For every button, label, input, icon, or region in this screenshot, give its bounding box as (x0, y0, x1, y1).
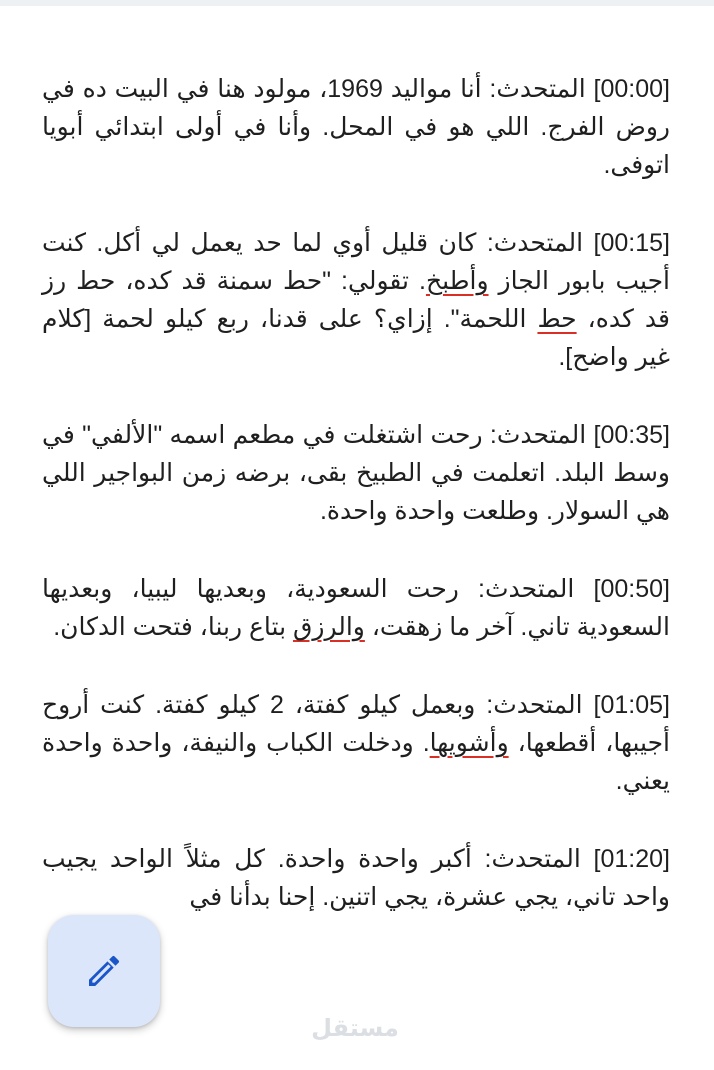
transcript-text: المتحدث: أكبر واحدة واحدة. كل مثلاً الواحد يجيب واحد تاني، يجي عشرة، يجي اتنين. إحنا بدأنا في (42, 845, 670, 911)
transcript-paragraph[interactable] (42, 224, 670, 376)
transcript-text: . تقولي: "حط سمنة قد كده، حط رز قد كده، (42, 267, 670, 333)
transcript-paragraph[interactable] (42, 416, 670, 530)
transcript-text: اللحمة". إزاي؟ على قدنا، ربع كيلو لحمة [كلام غير واضح]. (42, 305, 670, 371)
timestamp: [00:15] (593, 229, 670, 257)
svg-text:مستقل: مستقل (311, 1014, 399, 1042)
pencil-edit-icon (84, 951, 124, 991)
transcript-text: المتحدث: رحت اشتغلت في مطعم اسمه "الألفي" في وسط البلد. اتعلمت في الطبيخ بقى، برضه زمن البواجير اللي هي السولار. وطلعت واحدة واحدة. (42, 421, 670, 525)
watermark-logo-icon (300, 1008, 410, 1048)
spellcheck-word: والرزق (292, 613, 365, 641)
transcript-text: المتحدث: أنا مواليد 1969، مولود هنا في البيت ده في روض الفرج. اللي هو في المحل. وأنا في أولى ابتدائي أبويا اتوفى. (42, 75, 670, 179)
transcript-paragraph[interactable] (42, 570, 670, 646)
transcript-paragraph[interactable] (42, 686, 670, 800)
timestamp: [00:00] (593, 75, 670, 103)
spellcheck-word: وأطبخ (425, 267, 489, 295)
transcript-paragraph[interactable] (42, 840, 670, 916)
transcript-text: المتحدث: رحت السعودية، وبعديها ليبيا، وبعديها السعودية تاني. آخر ما زهقت، (42, 575, 670, 641)
transcript-text: بتاع ربنا، فتحت الدكان. (53, 613, 293, 641)
edit-fab-button[interactable] (48, 915, 160, 1027)
timestamp: [00:50] (593, 575, 670, 603)
transcript-text: . ودخلت الكباب والنيفة، واحدة واحدة يعني. (42, 729, 670, 795)
timestamp: [01:20] (593, 845, 670, 873)
spellcheck-word: وأشويها (429, 729, 509, 757)
transcript-text: المتحدث: كان قليل أوي لما حد يعمل لي أكل. كنت أجيب بابور الجاز (42, 229, 670, 295)
transcript-paragraph[interactable] (42, 70, 670, 184)
timestamp: [01:05] (593, 691, 670, 719)
timestamp: [00:35] (593, 421, 670, 449)
spellcheck-word: حط (537, 305, 577, 333)
transcript-document[interactable] (42, 70, 670, 956)
transcript-text: المتحدث: وبعمل كيلو كفتة، 2 كيلو كفتة. كنت أروح أجيبها، أقطعها، (42, 691, 670, 757)
top-strip (0, 0, 714, 6)
